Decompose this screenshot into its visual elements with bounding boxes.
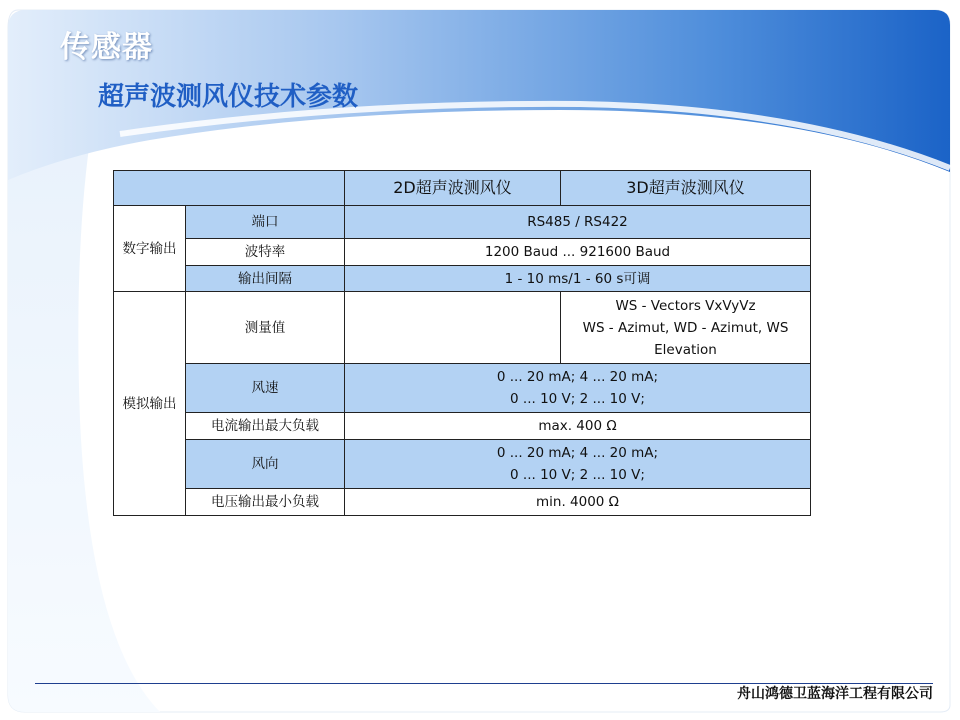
- speed-line1: 0 ... 20 mA; 4 ... 20 mA;: [496, 369, 659, 385]
- table-row: [114, 206, 811, 239]
- table-row: [114, 440, 811, 489]
- group-digital: 数字输出: [114, 206, 186, 292]
- row-label-port: 端口: [186, 206, 345, 239]
- company-name: 舟山鸿德卫蓝海洋工程有限公司: [737, 686, 933, 702]
- measure-3d-line2: WS - Azimut, WD - Azimut, WS Elevation: [582, 319, 789, 358]
- header-empty-cell: [114, 171, 345, 206]
- row-value-direction: [345, 440, 811, 489]
- row-value-measure-3d: [561, 292, 811, 364]
- row-label-interval: 输出间隔: [186, 266, 345, 292]
- spec-table: [113, 170, 811, 516]
- row-value-interval: 1 - 10 ms/1 - 60 s可调: [345, 266, 811, 292]
- row-value-speed: [345, 364, 811, 413]
- row-label-direction: 风向: [186, 440, 345, 489]
- slide-subtitle: 超声波测风仪技术参数: [98, 82, 359, 112]
- table-row: [114, 413, 811, 440]
- group-analog: 模拟输出: [114, 292, 186, 516]
- row-value-voltage-load: min. 4000 Ω: [345, 489, 811, 516]
- row-label-measure: 测量值: [186, 292, 345, 364]
- row-label-current-load: 电流输出最大负载: [186, 413, 345, 440]
- slide-title: 传感器: [60, 30, 153, 65]
- row-label-voltage-load: 电压输出最小负载: [186, 489, 345, 516]
- row-value-port: RS485 / RS422: [345, 206, 811, 239]
- table-row: [114, 364, 811, 413]
- header-row: [114, 171, 811, 206]
- table-row: [114, 266, 811, 292]
- table-row: [114, 239, 811, 266]
- table-row: [114, 489, 811, 516]
- direction-line1: 0 ... 20 mA; 4 ... 20 mA;: [496, 445, 659, 461]
- row-label-speed: 风速: [186, 364, 345, 413]
- speed-line2: 0 ... 10 V; 2 ... 10 V;: [510, 391, 645, 407]
- row-value-current-load: max. 400 Ω: [345, 413, 811, 440]
- row-label-baud: 波特率: [186, 239, 345, 266]
- table-row: [114, 292, 811, 364]
- header-2d: 2D超声波测风仪: [345, 171, 561, 206]
- row-value-baud: 1200 Baud ... 921600 Baud: [345, 239, 811, 266]
- header-3d: 3D超声波测风仪: [561, 171, 811, 206]
- measure-3d-line1: WS - Vectors VxVyVz: [615, 297, 756, 314]
- direction-line2: 0 ... 10 V; 2 ... 10 V;: [510, 467, 645, 483]
- row-value-measure-2d: [345, 292, 561, 364]
